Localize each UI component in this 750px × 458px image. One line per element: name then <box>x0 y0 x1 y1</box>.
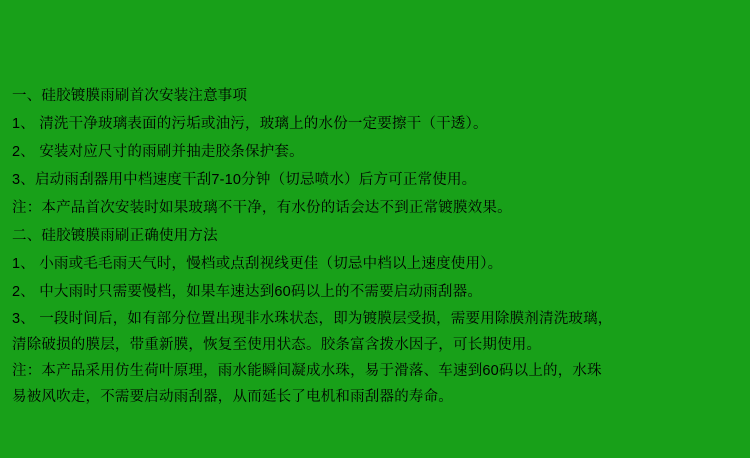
section-1-heading: 一、硅胶镀膜雨刷首次安装注意事项 <box>12 88 248 104</box>
section-2-note-line-2: 易被风吹走，不需要启动雨刮器，从而延长了电机和雨刮器的寿命。 <box>12 389 453 405</box>
section-1-item-1: 1、 清洗干净玻璃表面的污垢或油污，玻璃上的水份一定要擦干（干透）。 <box>12 116 488 132</box>
section-2 <box>12 222 738 410</box>
document-content <box>0 74 750 458</box>
section-2-item-3-line-1: 3、 一段时间后，如有部分位置出现非水珠状态，即为镀膜层受损，需要用除膜剂清洗玻璃， <box>12 311 613 327</box>
section-2-item-3-line-2: 清除破损的膜层，带重新膜，恢复至使用状态。胶条富含拨水因子，可长期使用。 <box>12 337 542 353</box>
section-1 <box>12 82 738 222</box>
section-1-item-2: 2、 安装对应尺寸的雨刷并抽走胶条保护套。 <box>12 144 304 160</box>
section-2-item-1: 1、 小雨或毛毛雨天气时，慢档或点刮视线更佳（切忌中档以上速度使用）。 <box>12 256 503 272</box>
section-1-note: 注：本产品首次安装时如果玻璃不干净，有水份的话会达不到正常镀膜效果。 <box>12 200 512 216</box>
section-2-heading: 二、硅胶镀膜雨刷正确使用方法 <box>12 228 218 244</box>
section-2-note-line-1: 注：本产品采用仿生荷叶原理，雨水能瞬间凝成水珠，易于滑落、车速到60码以上的，水珠 <box>12 363 602 379</box>
section-1-item-3: 3、启动雨刮器用中档速度干刮7-10分钟（切忌喷水）后方可正常使用。 <box>12 172 477 188</box>
section-2-item-2: 2、 中大雨时只需要慢档，如果车速达到60码以上的不需要启动雨刮器。 <box>12 284 483 300</box>
top-green-band <box>0 0 750 74</box>
